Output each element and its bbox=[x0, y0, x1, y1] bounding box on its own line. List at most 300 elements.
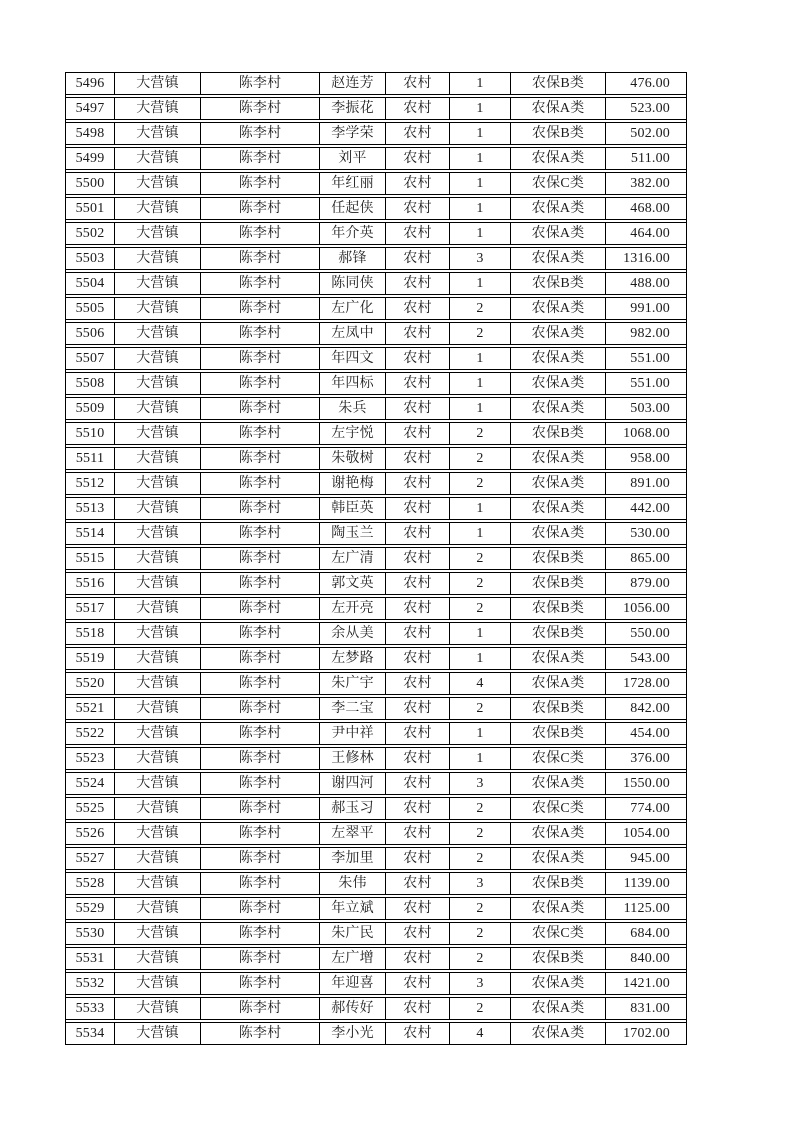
insurance-class-cell: 农保A类 bbox=[511, 523, 606, 544]
category-cell: 农村 bbox=[386, 598, 450, 619]
amount-cell: 1139.00 bbox=[623, 876, 670, 891]
village-cell: 陈李村 bbox=[201, 673, 320, 694]
serial-cell: 5518 bbox=[66, 623, 115, 644]
person-name-cell: 左广化 bbox=[320, 298, 386, 319]
category-cell: 农村 bbox=[386, 198, 450, 219]
amount-cell: 523.00 bbox=[630, 101, 670, 116]
table-row bbox=[66, 647, 686, 670]
village-cell: 陈李村 bbox=[201, 698, 320, 719]
serial-cell: 5502 bbox=[66, 223, 115, 244]
village-cell: 陈李村 bbox=[201, 173, 320, 194]
village-cell: 陈李村 bbox=[201, 548, 320, 569]
person-name-cell: 年四标 bbox=[320, 373, 386, 394]
count-cell: 1 bbox=[450, 198, 511, 219]
town-cell: 大营镇 bbox=[115, 398, 201, 419]
insurance-class-cell: 农保A类 bbox=[511, 298, 606, 319]
person-name-cell: 陈同侠 bbox=[320, 273, 386, 294]
town-cell: 大营镇 bbox=[115, 748, 201, 769]
serial-cell: 5507 bbox=[66, 348, 115, 369]
category-cell: 农村 bbox=[386, 623, 450, 644]
insurance-class-cell: 农保A类 bbox=[511, 198, 606, 219]
table-row bbox=[66, 672, 686, 695]
village-cell: 陈李村 bbox=[201, 598, 320, 619]
town-cell: 大营镇 bbox=[115, 423, 201, 444]
town-cell: 大营镇 bbox=[115, 498, 201, 519]
serial-cell: 5516 bbox=[66, 573, 115, 594]
category-cell: 农村 bbox=[386, 398, 450, 419]
serial-cell: 5511 bbox=[66, 448, 115, 469]
count-cell: 2 bbox=[450, 573, 511, 594]
village-cell: 陈李村 bbox=[201, 398, 320, 419]
category-cell: 农村 bbox=[386, 948, 450, 969]
serial-cell: 5505 bbox=[66, 298, 115, 319]
person-name-cell: 郝传好 bbox=[320, 998, 386, 1019]
town-cell: 大营镇 bbox=[115, 98, 201, 119]
count-cell: 2 bbox=[450, 898, 511, 919]
village-cell: 陈李村 bbox=[201, 423, 320, 444]
town-cell: 大营镇 bbox=[115, 348, 201, 369]
village-cell: 陈李村 bbox=[201, 573, 320, 594]
village-cell: 陈李村 bbox=[201, 998, 320, 1019]
person-name-cell: 年介英 bbox=[320, 223, 386, 244]
town-cell: 大营镇 bbox=[115, 673, 201, 694]
table-row bbox=[66, 872, 686, 895]
count-cell: 2 bbox=[450, 923, 511, 944]
village-cell: 陈李村 bbox=[201, 298, 320, 319]
table-row bbox=[66, 722, 686, 745]
insurance-class-cell: 农保B类 bbox=[511, 273, 606, 294]
table-row bbox=[66, 747, 686, 770]
serial-cell: 5523 bbox=[66, 748, 115, 769]
amount-cell: 865.00 bbox=[630, 551, 670, 566]
amount-cell: 982.00 bbox=[630, 326, 670, 341]
insurance-class-cell: 农保A类 bbox=[511, 898, 606, 919]
serial-cell: 5533 bbox=[66, 998, 115, 1019]
amount-cell: 376.00 bbox=[630, 751, 670, 766]
serial-cell: 5508 bbox=[66, 373, 115, 394]
town-cell: 大营镇 bbox=[115, 948, 201, 969]
town-cell: 大营镇 bbox=[115, 548, 201, 569]
town-cell: 大营镇 bbox=[115, 298, 201, 319]
count-cell: 2 bbox=[450, 698, 511, 719]
town-cell: 大营镇 bbox=[115, 223, 201, 244]
person-name-cell: 左广清 bbox=[320, 548, 386, 569]
person-name-cell: 王修林 bbox=[320, 748, 386, 769]
count-cell: 1 bbox=[450, 748, 511, 769]
table-row bbox=[66, 697, 686, 720]
town-cell: 大营镇 bbox=[115, 273, 201, 294]
insurance-class-cell: 农保B类 bbox=[511, 423, 606, 444]
person-name-cell: 李二宝 bbox=[320, 698, 386, 719]
town-cell: 大营镇 bbox=[115, 798, 201, 819]
category-cell: 农村 bbox=[386, 1023, 450, 1044]
village-cell: 陈李村 bbox=[201, 148, 320, 169]
serial-cell: 5527 bbox=[66, 848, 115, 869]
serial-cell: 5521 bbox=[66, 698, 115, 719]
insurance-class-cell: 农保C类 bbox=[511, 798, 606, 819]
insurance-class-cell: 农保A类 bbox=[511, 248, 606, 269]
village-cell: 陈李村 bbox=[201, 198, 320, 219]
table-row bbox=[66, 272, 686, 295]
amount-cell: 1550.00 bbox=[623, 776, 670, 791]
table-row bbox=[66, 822, 686, 845]
table-row bbox=[66, 347, 686, 370]
serial-cell: 5513 bbox=[66, 498, 115, 519]
insurance-class-cell: 农保A类 bbox=[511, 823, 606, 844]
amount-cell: 503.00 bbox=[630, 401, 670, 416]
table-row bbox=[66, 197, 686, 220]
count-cell: 2 bbox=[450, 948, 511, 969]
table-row bbox=[66, 797, 686, 820]
village-cell: 陈李村 bbox=[201, 848, 320, 869]
serial-cell: 5504 bbox=[66, 273, 115, 294]
person-name-cell: 韩臣英 bbox=[320, 498, 386, 519]
person-name-cell: 任起侠 bbox=[320, 198, 386, 219]
table-row bbox=[66, 947, 686, 970]
serial-cell: 5517 bbox=[66, 598, 115, 619]
table-row bbox=[66, 772, 686, 795]
amount-cell: 1054.00 bbox=[623, 826, 670, 841]
amount-cell: 502.00 bbox=[630, 126, 670, 141]
category-cell: 农村 bbox=[386, 798, 450, 819]
count-cell: 1 bbox=[450, 173, 511, 194]
person-name-cell: 李加里 bbox=[320, 848, 386, 869]
category-cell: 农村 bbox=[386, 998, 450, 1019]
table-row bbox=[66, 422, 686, 445]
person-name-cell: 年红丽 bbox=[320, 173, 386, 194]
insurance-class-cell: 农保A类 bbox=[511, 373, 606, 394]
count-cell: 2 bbox=[450, 798, 511, 819]
table-row bbox=[66, 247, 686, 270]
town-cell: 大营镇 bbox=[115, 598, 201, 619]
insurance-class-cell: 农保B类 bbox=[511, 623, 606, 644]
count-cell: 1 bbox=[450, 348, 511, 369]
town-cell: 大营镇 bbox=[115, 448, 201, 469]
count-cell: 2 bbox=[450, 473, 511, 494]
town-cell: 大营镇 bbox=[115, 723, 201, 744]
serial-cell: 5501 bbox=[66, 198, 115, 219]
village-cell: 陈李村 bbox=[201, 723, 320, 744]
person-name-cell: 朱广民 bbox=[320, 923, 386, 944]
serial-cell: 5524 bbox=[66, 773, 115, 794]
town-cell: 大营镇 bbox=[115, 123, 201, 144]
benefit-table bbox=[65, 72, 687, 1045]
amount-cell: 945.00 bbox=[630, 851, 670, 866]
table-row bbox=[66, 972, 686, 995]
person-name-cell: 赵连芳 bbox=[320, 73, 386, 94]
count-cell: 1 bbox=[450, 148, 511, 169]
serial-cell: 5531 bbox=[66, 948, 115, 969]
category-cell: 农村 bbox=[386, 98, 450, 119]
category-cell: 农村 bbox=[386, 673, 450, 694]
person-name-cell: 李小光 bbox=[320, 1023, 386, 1044]
insurance-class-cell: 农保C类 bbox=[511, 748, 606, 769]
town-cell: 大营镇 bbox=[115, 198, 201, 219]
table-row bbox=[66, 97, 686, 120]
table-row bbox=[66, 897, 686, 920]
insurance-class-cell: 农保A类 bbox=[511, 998, 606, 1019]
village-cell: 陈李村 bbox=[201, 348, 320, 369]
serial-cell: 5500 bbox=[66, 173, 115, 194]
village-cell: 陈李村 bbox=[201, 748, 320, 769]
count-cell: 2 bbox=[450, 598, 511, 619]
table-row bbox=[66, 122, 686, 145]
insurance-class-cell: 农保A类 bbox=[511, 98, 606, 119]
serial-cell: 5526 bbox=[66, 823, 115, 844]
town-cell: 大营镇 bbox=[115, 873, 201, 894]
amount-cell: 488.00 bbox=[630, 276, 670, 291]
count-cell: 1 bbox=[450, 498, 511, 519]
person-name-cell: 左翠平 bbox=[320, 823, 386, 844]
amount-cell: 551.00 bbox=[630, 351, 670, 366]
insurance-class-cell: 农保A类 bbox=[511, 323, 606, 344]
serial-cell: 5506 bbox=[66, 323, 115, 344]
count-cell: 3 bbox=[450, 973, 511, 994]
table-row bbox=[66, 997, 686, 1020]
serial-cell: 5498 bbox=[66, 123, 115, 144]
category-cell: 农村 bbox=[386, 373, 450, 394]
village-cell: 陈李村 bbox=[201, 1023, 320, 1044]
count-cell: 2 bbox=[450, 298, 511, 319]
person-name-cell: 谢四河 bbox=[320, 773, 386, 794]
category-cell: 农村 bbox=[386, 648, 450, 669]
town-cell: 大营镇 bbox=[115, 323, 201, 344]
serial-cell: 5525 bbox=[66, 798, 115, 819]
amount-cell: 1702.00 bbox=[623, 1026, 670, 1041]
person-name-cell: 年四文 bbox=[320, 348, 386, 369]
serial-cell: 5534 bbox=[66, 1023, 115, 1044]
town-cell: 大营镇 bbox=[115, 523, 201, 544]
amount-cell: 831.00 bbox=[630, 1001, 670, 1016]
serial-cell: 5522 bbox=[66, 723, 115, 744]
category-cell: 农村 bbox=[386, 773, 450, 794]
table-row bbox=[66, 472, 686, 495]
serial-cell: 5510 bbox=[66, 423, 115, 444]
insurance-class-cell: 农保B类 bbox=[511, 598, 606, 619]
village-cell: 陈李村 bbox=[201, 273, 320, 294]
amount-cell: 464.00 bbox=[630, 226, 670, 241]
person-name-cell: 年迎喜 bbox=[320, 973, 386, 994]
village-cell: 陈李村 bbox=[201, 498, 320, 519]
amount-cell: 530.00 bbox=[630, 526, 670, 541]
category-cell: 农村 bbox=[386, 898, 450, 919]
insurance-class-cell: 农保B类 bbox=[511, 73, 606, 94]
person-name-cell: 左宇悦 bbox=[320, 423, 386, 444]
insurance-class-cell: 农保A类 bbox=[511, 1023, 606, 1044]
amount-cell: 991.00 bbox=[630, 301, 670, 316]
person-name-cell: 余从美 bbox=[320, 623, 386, 644]
serial-cell: 5497 bbox=[66, 98, 115, 119]
village-cell: 陈李村 bbox=[201, 973, 320, 994]
table-row bbox=[66, 322, 686, 345]
village-cell: 陈李村 bbox=[201, 448, 320, 469]
insurance-class-cell: 农保B类 bbox=[511, 873, 606, 894]
count-cell: 2 bbox=[450, 548, 511, 569]
count-cell: 1 bbox=[450, 398, 511, 419]
town-cell: 大营镇 bbox=[115, 773, 201, 794]
category-cell: 农村 bbox=[386, 698, 450, 719]
village-cell: 陈李村 bbox=[201, 923, 320, 944]
insurance-class-cell: 农保A类 bbox=[511, 673, 606, 694]
serial-cell: 5528 bbox=[66, 873, 115, 894]
town-cell: 大营镇 bbox=[115, 248, 201, 269]
category-cell: 农村 bbox=[386, 973, 450, 994]
person-name-cell: 左梦路 bbox=[320, 648, 386, 669]
village-cell: 陈李村 bbox=[201, 773, 320, 794]
town-cell: 大营镇 bbox=[115, 848, 201, 869]
serial-cell: 5509 bbox=[66, 398, 115, 419]
insurance-class-cell: 农保A类 bbox=[511, 473, 606, 494]
insurance-class-cell: 农保B类 bbox=[511, 948, 606, 969]
village-cell: 陈李村 bbox=[201, 798, 320, 819]
table-row bbox=[66, 547, 686, 570]
village-cell: 陈李村 bbox=[201, 73, 320, 94]
insurance-class-cell: 农保A类 bbox=[511, 398, 606, 419]
amount-cell: 1056.00 bbox=[623, 601, 670, 616]
amount-cell: 511.00 bbox=[630, 151, 670, 166]
table-row bbox=[66, 73, 686, 95]
count-cell: 3 bbox=[450, 773, 511, 794]
table-row bbox=[66, 922, 686, 945]
category-cell: 农村 bbox=[386, 573, 450, 594]
category-cell: 农村 bbox=[386, 73, 450, 94]
insurance-class-cell: 农保B类 bbox=[511, 573, 606, 594]
person-name-cell: 谢艳梅 bbox=[320, 473, 386, 494]
insurance-class-cell: 农保A类 bbox=[511, 848, 606, 869]
town-cell: 大营镇 bbox=[115, 623, 201, 644]
insurance-class-cell: 农保A类 bbox=[511, 148, 606, 169]
village-cell: 陈李村 bbox=[201, 473, 320, 494]
table-row bbox=[66, 622, 686, 645]
person-name-cell: 陶玉兰 bbox=[320, 523, 386, 544]
category-cell: 农村 bbox=[386, 148, 450, 169]
village-cell: 陈李村 bbox=[201, 123, 320, 144]
table-row bbox=[66, 397, 686, 420]
count-cell: 1 bbox=[450, 623, 511, 644]
amount-cell: 879.00 bbox=[630, 576, 670, 591]
category-cell: 农村 bbox=[386, 273, 450, 294]
count-cell: 3 bbox=[450, 873, 511, 894]
town-cell: 大营镇 bbox=[115, 998, 201, 1019]
amount-cell: 1125.00 bbox=[623, 901, 670, 916]
insurance-class-cell: 农保A类 bbox=[511, 648, 606, 669]
count-cell: 2 bbox=[450, 448, 511, 469]
amount-cell: 454.00 bbox=[630, 726, 670, 741]
table-row bbox=[66, 297, 686, 320]
town-cell: 大营镇 bbox=[115, 973, 201, 994]
insurance-class-cell: 农保B类 bbox=[511, 698, 606, 719]
category-cell: 农村 bbox=[386, 748, 450, 769]
category-cell: 农村 bbox=[386, 848, 450, 869]
category-cell: 农村 bbox=[386, 498, 450, 519]
count-cell: 2 bbox=[450, 998, 511, 1019]
table-row bbox=[66, 222, 686, 245]
person-name-cell: 朱广宇 bbox=[320, 673, 386, 694]
town-cell: 大营镇 bbox=[115, 1023, 201, 1044]
table-row bbox=[66, 147, 686, 170]
amount-cell: 774.00 bbox=[630, 801, 670, 816]
category-cell: 农村 bbox=[386, 523, 450, 544]
count-cell: 1 bbox=[450, 723, 511, 744]
serial-cell: 5514 bbox=[66, 523, 115, 544]
amount-cell: 543.00 bbox=[630, 651, 670, 666]
amount-cell: 382.00 bbox=[630, 176, 670, 191]
amount-cell: 550.00 bbox=[630, 626, 670, 641]
person-name-cell: 郭文英 bbox=[320, 573, 386, 594]
amount-cell: 468.00 bbox=[630, 201, 670, 216]
count-cell: 4 bbox=[450, 673, 511, 694]
table-row bbox=[66, 597, 686, 620]
table-row bbox=[66, 172, 686, 195]
category-cell: 农村 bbox=[386, 423, 450, 444]
amount-cell: 958.00 bbox=[630, 451, 670, 466]
category-cell: 农村 bbox=[386, 348, 450, 369]
category-cell: 农村 bbox=[386, 823, 450, 844]
town-cell: 大营镇 bbox=[115, 898, 201, 919]
person-name-cell: 朱敬树 bbox=[320, 448, 386, 469]
serial-cell: 5519 bbox=[66, 648, 115, 669]
serial-cell: 5512 bbox=[66, 473, 115, 494]
person-name-cell: 李学荣 bbox=[320, 123, 386, 144]
person-name-cell: 刘平 bbox=[320, 148, 386, 169]
village-cell: 陈李村 bbox=[201, 623, 320, 644]
table-row bbox=[66, 497, 686, 520]
table-row bbox=[66, 372, 686, 395]
count-cell: 1 bbox=[450, 273, 511, 294]
town-cell: 大营镇 bbox=[115, 648, 201, 669]
count-cell: 1 bbox=[450, 523, 511, 544]
count-cell: 2 bbox=[450, 823, 511, 844]
count-cell: 4 bbox=[450, 1023, 511, 1044]
table-row bbox=[66, 572, 686, 595]
insurance-class-cell: 农保B类 bbox=[511, 548, 606, 569]
town-cell: 大营镇 bbox=[115, 373, 201, 394]
serial-cell: 5529 bbox=[66, 898, 115, 919]
insurance-class-cell: 农保A类 bbox=[511, 498, 606, 519]
category-cell: 农村 bbox=[386, 448, 450, 469]
insurance-class-cell: 农保A类 bbox=[511, 773, 606, 794]
category-cell: 农村 bbox=[386, 223, 450, 244]
count-cell: 3 bbox=[450, 248, 511, 269]
serial-cell: 5520 bbox=[66, 673, 115, 694]
village-cell: 陈李村 bbox=[201, 248, 320, 269]
serial-cell: 5496 bbox=[66, 73, 115, 94]
category-cell: 农村 bbox=[386, 873, 450, 894]
person-name-cell: 左凤中 bbox=[320, 323, 386, 344]
insurance-class-cell: 农保C类 bbox=[511, 923, 606, 944]
town-cell: 大营镇 bbox=[115, 823, 201, 844]
table-row bbox=[66, 847, 686, 870]
insurance-class-cell: 农保C类 bbox=[511, 173, 606, 194]
village-cell: 陈李村 bbox=[201, 823, 320, 844]
person-name-cell: 郝锋 bbox=[320, 248, 386, 269]
amount-cell: 1421.00 bbox=[623, 976, 670, 991]
town-cell: 大营镇 bbox=[115, 148, 201, 169]
amount-cell: 1068.00 bbox=[623, 426, 670, 441]
count-cell: 1 bbox=[450, 373, 511, 394]
town-cell: 大营镇 bbox=[115, 73, 201, 94]
person-name-cell: 左广增 bbox=[320, 948, 386, 969]
person-name-cell: 李振花 bbox=[320, 98, 386, 119]
table-row bbox=[66, 447, 686, 470]
amount-cell: 1728.00 bbox=[623, 676, 670, 691]
insurance-class-cell: 农保A类 bbox=[511, 348, 606, 369]
count-cell: 1 bbox=[450, 123, 511, 144]
count-cell: 1 bbox=[450, 223, 511, 244]
insurance-class-cell: 农保A类 bbox=[511, 223, 606, 244]
amount-cell: 1316.00 bbox=[623, 251, 670, 266]
person-name-cell: 郝玉习 bbox=[320, 798, 386, 819]
